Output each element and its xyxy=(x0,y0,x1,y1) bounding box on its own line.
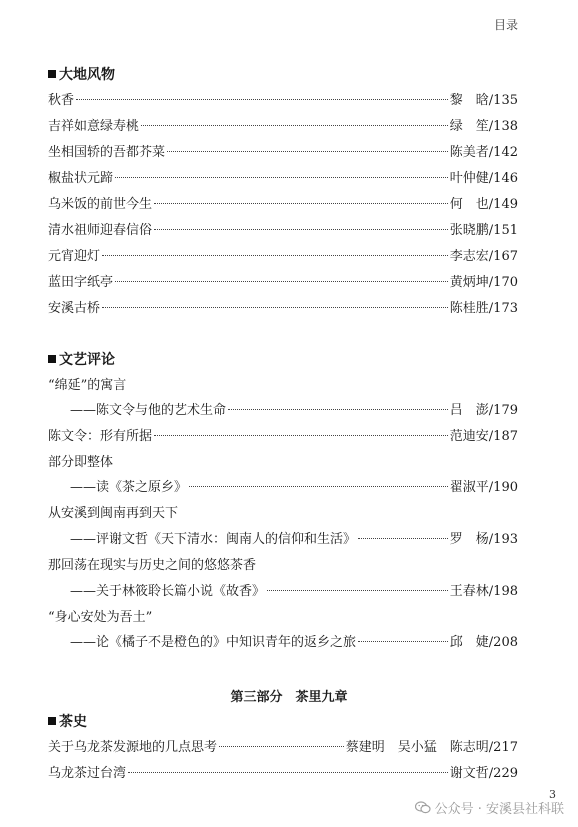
section-heading-wenyi xyxy=(48,349,115,369)
page-number: 3 xyxy=(549,788,556,801)
toc-entry: 蓝田字纸亭 黄炳坤 /170 xyxy=(48,275,518,290)
toc-entry-subtitle: ——评谢文哲《天下清水：闽南人的信仰和生活》 罗 杨 /193 xyxy=(70,532,518,547)
toc-entry-subtitle: ——关于林筱聆长篇小说《故香》 王春林 /198 xyxy=(70,584,518,599)
toc-entry: 吉祥如意绿寿桃 绿 笙 /138 xyxy=(48,119,518,134)
toc-entry-subtitle: ——陈文令与他的艺术生命 吕 澎 /179 xyxy=(70,403,518,418)
square-bullet-icon xyxy=(48,355,56,363)
toc-entry: 清水祖师迎春信俗 张晓鹏 /151 xyxy=(48,223,518,238)
toc-entry: 陈文令：形有所据 范迪安 /187 xyxy=(48,429,518,444)
toc-entry-title: 从安溪到闽南再到天下 xyxy=(48,506,179,521)
watermark-text: 公众号 · 安溪县社科联 xyxy=(434,802,564,817)
toc-entry: 关于乌龙茶发源地的几点思考 蔡建明 吴小猛 陈志明 /217 xyxy=(48,740,518,755)
section-title: 大地风物 xyxy=(59,67,115,83)
toc-entry: 秋香 黎 晗 /135 xyxy=(48,93,518,108)
square-bullet-icon xyxy=(48,717,56,725)
toc-entry: 椒盐状元蹄 叶仲健 /146 xyxy=(48,171,518,186)
square-bullet-icon xyxy=(48,70,56,78)
toc-entry: 元宵迎灯 李志宏 /167 xyxy=(48,249,518,264)
wechat-icon xyxy=(415,801,431,814)
section-heading-chashi xyxy=(48,711,87,731)
toc-entry-title: 部分即整体 xyxy=(48,455,114,470)
toc-entry: 安溪古桥 陈桂胜 /173 xyxy=(48,301,518,316)
toc-entry-title: “身心安处为吾土” xyxy=(48,610,153,625)
section-heading-dadi xyxy=(48,64,115,84)
watermark xyxy=(415,798,564,817)
section-title: 茶史 xyxy=(59,714,87,730)
toc-entry-title: 那回荡在现实与历史之间的悠悠茶香 xyxy=(48,558,257,573)
part-title: 第三部分 茶里九章 xyxy=(230,690,348,705)
toc-entry: 乌米饭的前世今生 何 也 /149 xyxy=(48,197,518,212)
toc-entry: 坐相国轿的吾都芥菜 陈美者 /142 xyxy=(48,145,518,160)
section-title: 文艺评论 xyxy=(59,352,115,368)
running-header: 目录 xyxy=(493,18,518,32)
toc-entry-subtitle: ——论《橘子不是橙色的》中知识青年的返乡之旅 邱 婕 /208 xyxy=(70,635,518,650)
toc-entry: 乌龙茶过台湾 谢文哲 /229 xyxy=(48,766,518,781)
toc-entry-title: “绵延”的寓言 xyxy=(48,378,127,393)
toc-entry-subtitle: ——读《茶之原乡》 翟淑平 /190 xyxy=(70,480,518,495)
